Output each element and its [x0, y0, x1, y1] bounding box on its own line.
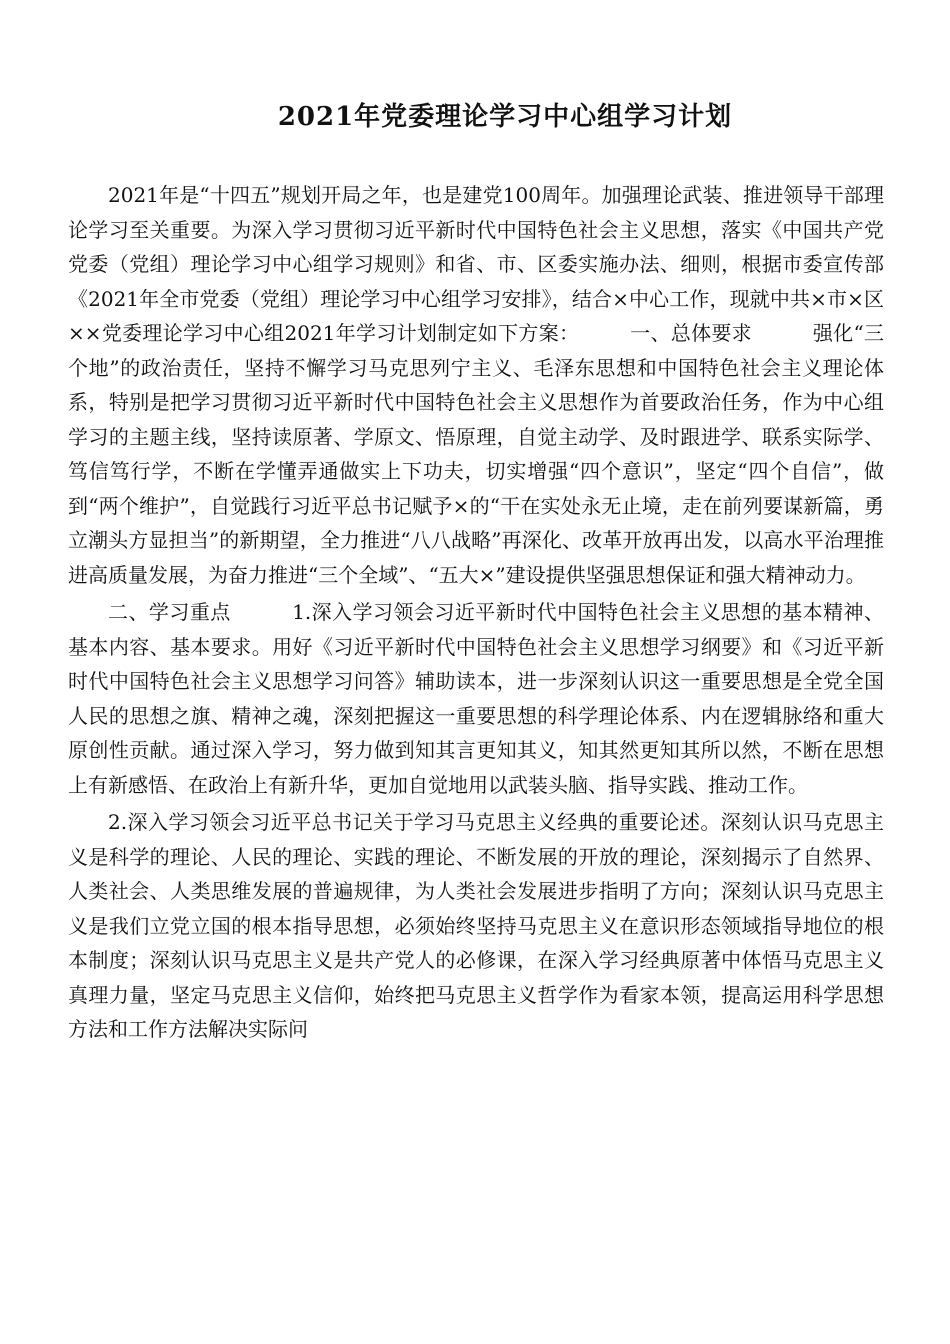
paragraph-study-focus-2: 2.深入学习领会习近平总书记关于学习马克思主义经典的重要论述。深刻认识马克思主义是科学的理论、人民的理论、实践的理论、不断发展的开放的理论，深刻揭示了自然界、人类社会、人类思维发展的普遍规律，为人类社会发展进步指明了方向；深刻认识马克思主义是我们立党立国的根本指导思想，必须始终坚持马克思主义在意识形态领域指导地位的根本制度；深刻认识马克思主义是共产党人的必修课，在深入学习经典原著中体悟马克思主义真理力量，坚定马克思主义信仰，始终把马克思主义哲学作为看家本领，提高运用科学思想方法和工作方法解决实际问 — [68, 810, 884, 1041]
document-body — [68, 178, 884, 1047]
document-title: 2021年党委理论学习中心组学习计划 — [277, 102, 733, 132]
paragraph-overview: 2021年是“十四五”规划开局之年，也是建党100周年。加强理论武装、推进领导干部理论学习至关重要。为深入学习贯彻习近平新时代中国特色社会主义思想，落实《中国共产党党委（党组）理论学习中心组学习规则》和省、市、区委实施办法、细则，根据市委宣传部《2021年全市党委（党组）理论学习中心组学习安排》，结合×中心工作，现就中共×市×区××党委理论学习中心组2021年学习计划制定如下方案： 一、总体要求 强化“三个地”的政治责任，坚持不懈学习马克思列宁主义、毛泽东思想和中国特色社会主义理论体系，特别是把学习贯彻习近平新时代中国特色社会主义思想作为首要政治任务，作为中心组学习的主题主线，坚持读原著、学原文、悟原理，自觉主动学、及时跟进学、联系实际学、笃信笃行学，不断在学懂弄通做实上下功夫，切实增强“四个意识”，坚定“四个自信”，做到“两个维护”，自觉践行习近平总书记赋予×的“干在实处永无止境，走在前列要谋新篇，勇立潮头方显担当”的新期望，全力推进“八八战略”再深化、改革开放再出发，以高水平治理推进高质量发展，为奋力推进“三个全域”、“五大×”建设提供坚强思想保证和强大精神动力。 — [68, 183, 884, 587]
paragraph-study-focus-1: 二、学习重点 1.深入学习领会习近平新时代中国特色社会主义思想的基本精神、基本内容、基本要求。用好《习近平新时代中国特色社会主义思想学习纲要》和《习近平新时代中国特色社会主义思想学习问答》辅助读本，进一步深刻认识这一重要思想是全党全国人民的思想之旗、精神之魂，深刻把握这一重要思想的科学理论体系、内在逻辑脉络和重大原创性贡献。通过深入学习，努力做到知其言更知其义，知其然更知其所以然，不断在思想上有新感悟、在政治上有新升华，更加自觉地用以武装头脑、指导实践、推动工作。 — [68, 600, 884, 797]
